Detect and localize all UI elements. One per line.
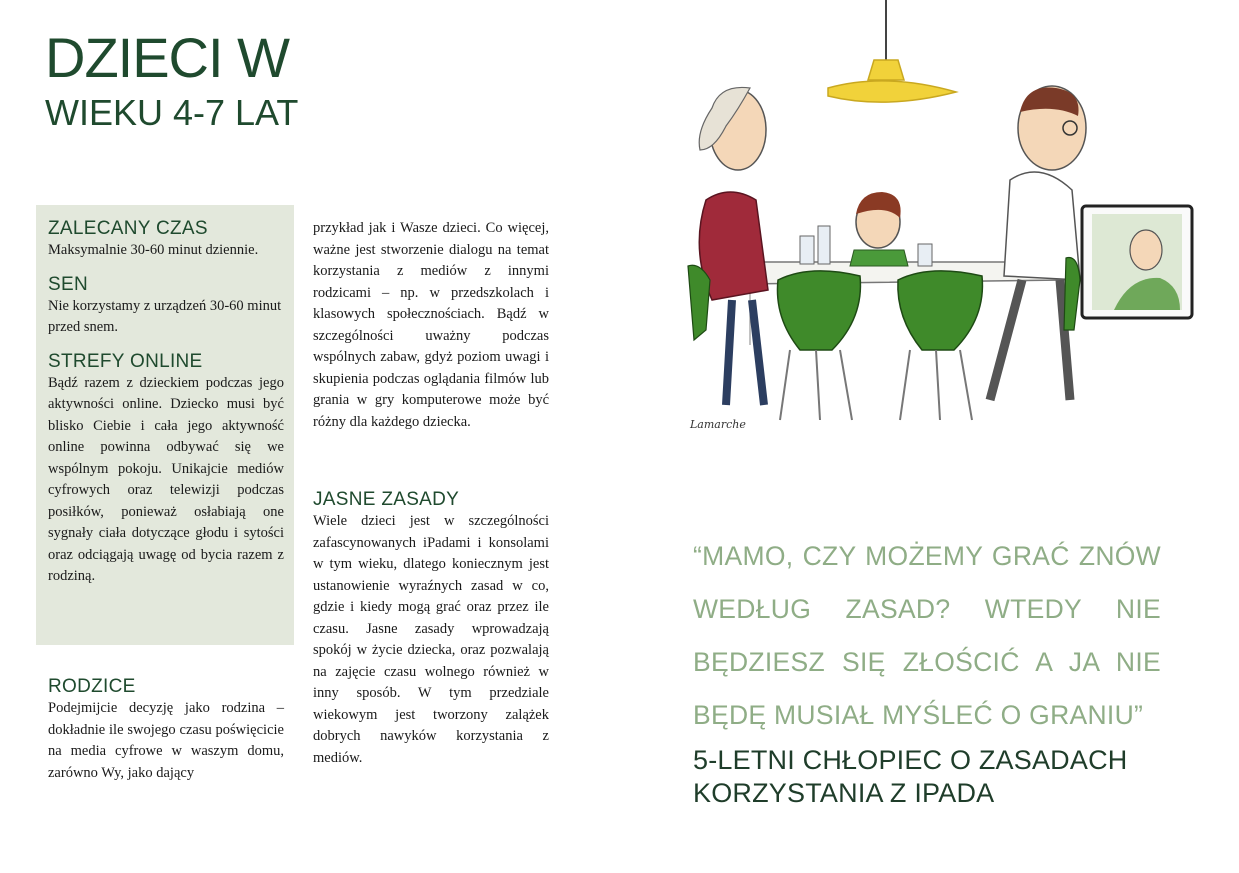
column-left: [48, 218, 284, 600]
section-body: Wiele dzieci jest w szczególności zafascynowanych iPadami i konsolami w tym wieku, dlatego koniecznym jest ustanowienie wyraźnych zasad w co, gdzie i kiedy mogą grać oraz przez ile czasu. Jasne zasady wprowadzają spokój w życie dziecka, oraz pozwalają na zajęcie czasu wolnego również w inny sposób. W tym przedziale wiekowym jest tworzony zalążek dobrych nawyków korzystania z mediów.: [313, 513, 549, 766]
chair-icon: [777, 271, 860, 420]
section-strefy-online: [48, 351, 284, 588]
page-title-line2: WIEKU 4-7 LAT: [45, 92, 299, 133]
section-heading: JASNE ZASADY: [313, 489, 460, 510]
section-body: Bądź razem z dzieckiem podczas jego aktywności online. Dziecko musi być blisko Ciebie i cała jego aktywność online powinna odbywać się we wspólnym pokoju. Unikajcie mediów cyfrowych oraz telewizji podczas posiłków, ponieważ osłabiają one sygnały ciała dotyczące głodu i sytości oraz odciągają uwagę od bycia razem z rodziną.: [48, 374, 284, 584]
lamp-icon: [828, 60, 956, 102]
bottle-icon: [818, 226, 830, 264]
section-body: Nie korzystamy z urządzeń 30-60 minut przed snem.: [48, 297, 282, 335]
illustration-signature: Lamarche: [690, 418, 746, 431]
quote-source-line2: KORZYSTANIA Z IPADA: [693, 778, 995, 808]
family-dinner-illustration: [660, 0, 1220, 440]
father-figure: [990, 86, 1086, 400]
quote-source: [693, 744, 1173, 810]
quote-source-line1: 5-LETNI CHŁOPIEC O ZASADACH: [693, 745, 1128, 775]
child-figure: [850, 192, 908, 266]
chair-icon: [688, 265, 710, 340]
section-heading: RODZICE: [48, 676, 136, 697]
section-heading: SEN: [48, 273, 88, 295]
section-jasne-zasady: [313, 489, 549, 769]
section-body: Maksymalnie 30-60 minut dziennie.: [48, 242, 259, 258]
quote-text: “MAMO, CZY MOŻEMY GRAĆ ZNÓW WEDŁUG ZASAD? WTEDY NIE BĘDZIESZ SIĘ ZŁOŚCIĆ A JA NIE BĘDĘ MUSIAŁ MYŚLEĆ O GRANIU”: [693, 541, 1161, 730]
tablet-icon: [1082, 206, 1192, 318]
chair-icon: [898, 271, 983, 420]
chair-icon: [1064, 257, 1080, 330]
page-title-line1: DZIECI W: [45, 26, 289, 89]
column-middle-bottom: [313, 489, 549, 781]
section-zalecany-czas: [48, 218, 284, 262]
section-body: Podejmijcie decyzję jako rodzina – dokładnie ile swojego czasu poświęcicie na media cyfrowe w waszym domu, zarówno Wy, jako dający: [48, 700, 284, 781]
column-middle: [313, 218, 549, 433]
section-heading: ZALECANY CZAS: [48, 218, 208, 239]
column-left-bottom: [48, 676, 284, 796]
section-sen: [48, 274, 284, 339]
section-heading: STREFY ONLINE: [48, 350, 203, 372]
section-rodzice: [48, 676, 284, 784]
glass-icon: [800, 236, 814, 264]
mother-figure: [699, 87, 768, 405]
section-body-continued: przykład jak i Wasze dzieci. Co więcej, ważne jest stworzenie dialogu na temat korzystania z mediów z innymi rodzicami – np. w przedszkolach i klasowych społecznościach. Bądź w szczególności uważny podczas wspólnych zabaw, gdyż poziom uwagi i skupienia podczas oglądania filmów lub grania w gry komputerowe może być różny dla każdego dziecka.: [313, 220, 549, 430]
glass-icon: [918, 244, 932, 266]
